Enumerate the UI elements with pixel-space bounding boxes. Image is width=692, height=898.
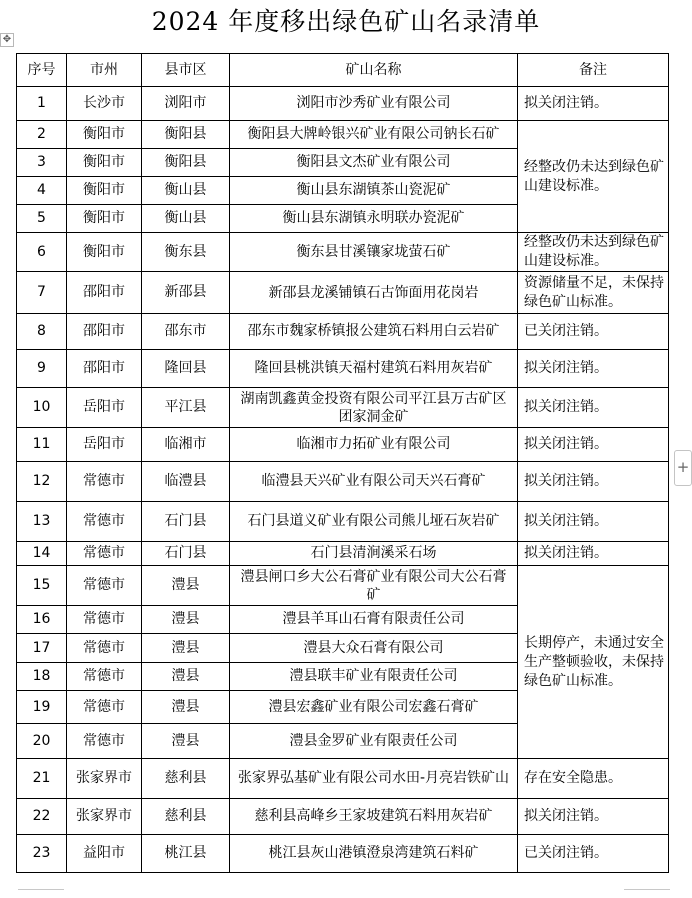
table-row (17, 350, 669, 388)
cell-remark: 拟关闭注销。 (518, 350, 669, 388)
cell-no: 6 (17, 233, 67, 272)
cell-county: 澧县 (142, 566, 230, 606)
table-row (17, 272, 669, 314)
cell-no: 11 (17, 428, 67, 462)
cell-county: 平江县 (142, 388, 230, 428)
cell-remark: 拟关闭注销。 (518, 428, 669, 462)
cell-city: 长沙市 (67, 87, 142, 121)
page-corner-mark-right (624, 889, 670, 896)
cell-city: 衡阳市 (67, 121, 142, 149)
cell-city: 常德市 (67, 606, 142, 634)
cell-no: 14 (17, 542, 67, 566)
cell-remark: 拟关闭注销。 (518, 462, 669, 502)
cell-mine-name: 衡阳县大牌岭银兴矿业有限公司钠长石矿 (230, 121, 518, 149)
cell-remark: 已关闭注销。 (518, 314, 669, 350)
cell-city: 常德市 (67, 502, 142, 542)
table-row (17, 87, 669, 121)
cell-city: 常德市 (67, 566, 142, 606)
mine-list-table (16, 53, 669, 873)
cell-no: 5 (17, 205, 67, 233)
cell-no: 16 (17, 606, 67, 634)
cell-remark: 拟关闭注销。 (518, 542, 669, 566)
add-column-icon[interactable]: + (674, 450, 692, 486)
cell-county: 慈利县 (142, 799, 230, 835)
cell-county: 隆回县 (142, 350, 230, 388)
cell-no: 2 (17, 121, 67, 149)
cell-no: 12 (17, 462, 67, 502)
cell-county: 衡东县 (142, 233, 230, 272)
cell-city: 张家界市 (67, 759, 142, 799)
cell-remark: 拟关闭注销。 (518, 388, 669, 428)
cell-mine-name: 新邵县龙溪铺镇石古饰面用花岗岩 (230, 272, 518, 314)
cell-mine-name: 石门县清涧溪采石场 (230, 542, 518, 566)
cell-mine-name: 邵东市魏家桥镇报公建筑石料用白云岩矿 (230, 314, 518, 350)
page-corner-mark-left (18, 889, 64, 896)
cell-no: 10 (17, 388, 67, 428)
table-row (17, 121, 669, 149)
cell-city: 常德市 (67, 691, 142, 724)
cell-county: 澧县 (142, 606, 230, 634)
cell-city: 张家界市 (67, 799, 142, 835)
cell-county: 石门县 (142, 502, 230, 542)
cell-mine-name: 衡阳县文杰矿业有限公司 (230, 149, 518, 177)
cell-no: 13 (17, 502, 67, 542)
cell-county: 澧县 (142, 634, 230, 663)
cell-county: 衡山县 (142, 205, 230, 233)
remark-merged-rows-2-5: 经整改仍未达到绿色矿山建设标准。 (518, 121, 669, 233)
cell-mine-name: 湖南凯鑫黄金投资有限公司平江县万古矿区团家洞金矿 (230, 388, 518, 428)
cell-city: 衡阳市 (67, 177, 142, 205)
page-title: 2024 年度移出绿色矿山名录清单 (151, 7, 541, 36)
table-row (17, 759, 669, 799)
cell-city: 益阳市 (67, 835, 142, 873)
table-row (17, 542, 669, 566)
table-row (17, 314, 669, 350)
cell-city: 衡阳市 (67, 149, 142, 177)
cell-no: 20 (17, 724, 67, 759)
cell-remark: 拟关闭注销。 (518, 799, 669, 835)
cell-mine-name: 张家界弘基矿业有限公司水田-月亮岩铁矿山 (230, 759, 518, 799)
cell-county: 邵东市 (142, 314, 230, 350)
cell-mine-name: 桃江县灰山港镇澄泉湾建筑石料矿 (230, 835, 518, 873)
cell-city: 邵阳市 (67, 314, 142, 350)
cell-mine-name: 石门县道义矿业有限公司熊儿垭石灰岩矿 (230, 502, 518, 542)
cell-no: 22 (17, 799, 67, 835)
cell-remark: 拟关闭注销。 (518, 502, 669, 542)
cell-mine-name: 隆回县桃洪镇天福村建筑石料用灰岩矿 (230, 350, 518, 388)
cell-county: 澧县 (142, 691, 230, 724)
cell-city: 衡阳市 (67, 233, 142, 272)
cell-no: 1 (17, 87, 67, 121)
cell-mine-name: 衡山县东湖镇永明联办瓷泥矿 (230, 205, 518, 233)
cell-no: 8 (17, 314, 67, 350)
cell-mine-name: 浏阳市沙秀矿业有限公司 (230, 87, 518, 121)
cell-no: 19 (17, 691, 67, 724)
cell-mine-name: 临湘市力拓矿业有限公司 (230, 428, 518, 462)
cell-mine-name: 澧县大众石膏有限公司 (230, 634, 518, 663)
table-row (17, 428, 669, 462)
header-no: 序号 (17, 54, 67, 87)
cell-no: 4 (17, 177, 67, 205)
cell-remark: 经整改仍未达到绿色矿山建设标准。 (518, 233, 669, 272)
cell-mine-name: 衡东县甘溪镶家垅萤石矿 (230, 233, 518, 272)
cell-no: 15 (17, 566, 67, 606)
cell-mine-name: 临澧县天兴矿业有限公司天兴石膏矿 (230, 462, 518, 502)
table-row (17, 799, 669, 835)
cell-city: 常德市 (67, 663, 142, 691)
cell-no: 7 (17, 272, 67, 314)
cell-city: 常德市 (67, 634, 142, 663)
cell-city: 岳阳市 (67, 388, 142, 428)
cell-city: 常德市 (67, 542, 142, 566)
cell-city: 邵阳市 (67, 350, 142, 388)
remark-merged-rows-15-20: 长期停产，未通过安全生产整顿验收，未保持绿色矿山标准。 (518, 566, 669, 759)
table-row (17, 502, 669, 542)
cell-county: 衡阳县 (142, 149, 230, 177)
cell-county: 澧县 (142, 724, 230, 759)
cell-remark: 拟关闭注销。 (518, 87, 669, 121)
cell-mine-name: 衡山县东湖镇茶山瓷泥矿 (230, 177, 518, 205)
cell-mine-name: 澧县联丰矿业有限责任公司 (230, 663, 518, 691)
cell-county: 慈利县 (142, 759, 230, 799)
cell-county: 澧县 (142, 663, 230, 691)
cell-city: 常德市 (67, 462, 142, 502)
header-mine: 矿山名称 (230, 54, 518, 87)
cell-county: 衡山县 (142, 177, 230, 205)
table-row (17, 388, 669, 428)
cell-mine-name: 澧县闸口乡大公石膏矿业有限公司大公石膏矿 (230, 566, 518, 606)
cell-mine-name: 澧县金罗矿业有限责任公司 (230, 724, 518, 759)
cell-no: 23 (17, 835, 67, 873)
header-remark: 备注 (518, 54, 669, 87)
cell-county: 衡阳县 (142, 121, 230, 149)
header-county: 县市区 (142, 54, 230, 87)
cell-mine-name: 澧县羊耳山石膏有限责任公司 (230, 606, 518, 634)
cell-no: 17 (17, 634, 67, 663)
header-city: 市州 (67, 54, 142, 87)
table-row (17, 835, 669, 873)
cell-county: 新邵县 (142, 272, 230, 314)
table-row (17, 566, 669, 606)
table-row (17, 462, 669, 502)
cell-no: 21 (17, 759, 67, 799)
cell-county: 桃江县 (142, 835, 230, 873)
cell-no: 3 (17, 149, 67, 177)
cell-remark: 已关闭注销。 (518, 835, 669, 873)
cell-city: 岳阳市 (67, 428, 142, 462)
cell-no: 9 (17, 350, 67, 388)
cell-county: 临湘市 (142, 428, 230, 462)
cell-mine-name: 慈利县高峰乡王家坡建筑石料用灰岩矿 (230, 799, 518, 835)
cell-city: 衡阳市 (67, 205, 142, 233)
cell-mine-name: 澧县宏鑫矿业有限公司宏鑫石膏矿 (230, 691, 518, 724)
cell-county: 浏阳市 (142, 87, 230, 121)
table-row (17, 233, 669, 272)
cell-no: 18 (17, 663, 67, 691)
cell-city: 邵阳市 (67, 272, 142, 314)
table-move-icon[interactable]: ✥ (0, 33, 14, 47)
table-header-row (17, 54, 669, 87)
cell-county: 临澧县 (142, 462, 230, 502)
cell-remark: 资源储量不足，未保持绿色矿山标准。 (518, 272, 669, 314)
cell-remark: 存在安全隐患。 (518, 759, 669, 799)
cell-city: 常德市 (67, 724, 142, 759)
cell-county: 石门县 (142, 542, 230, 566)
